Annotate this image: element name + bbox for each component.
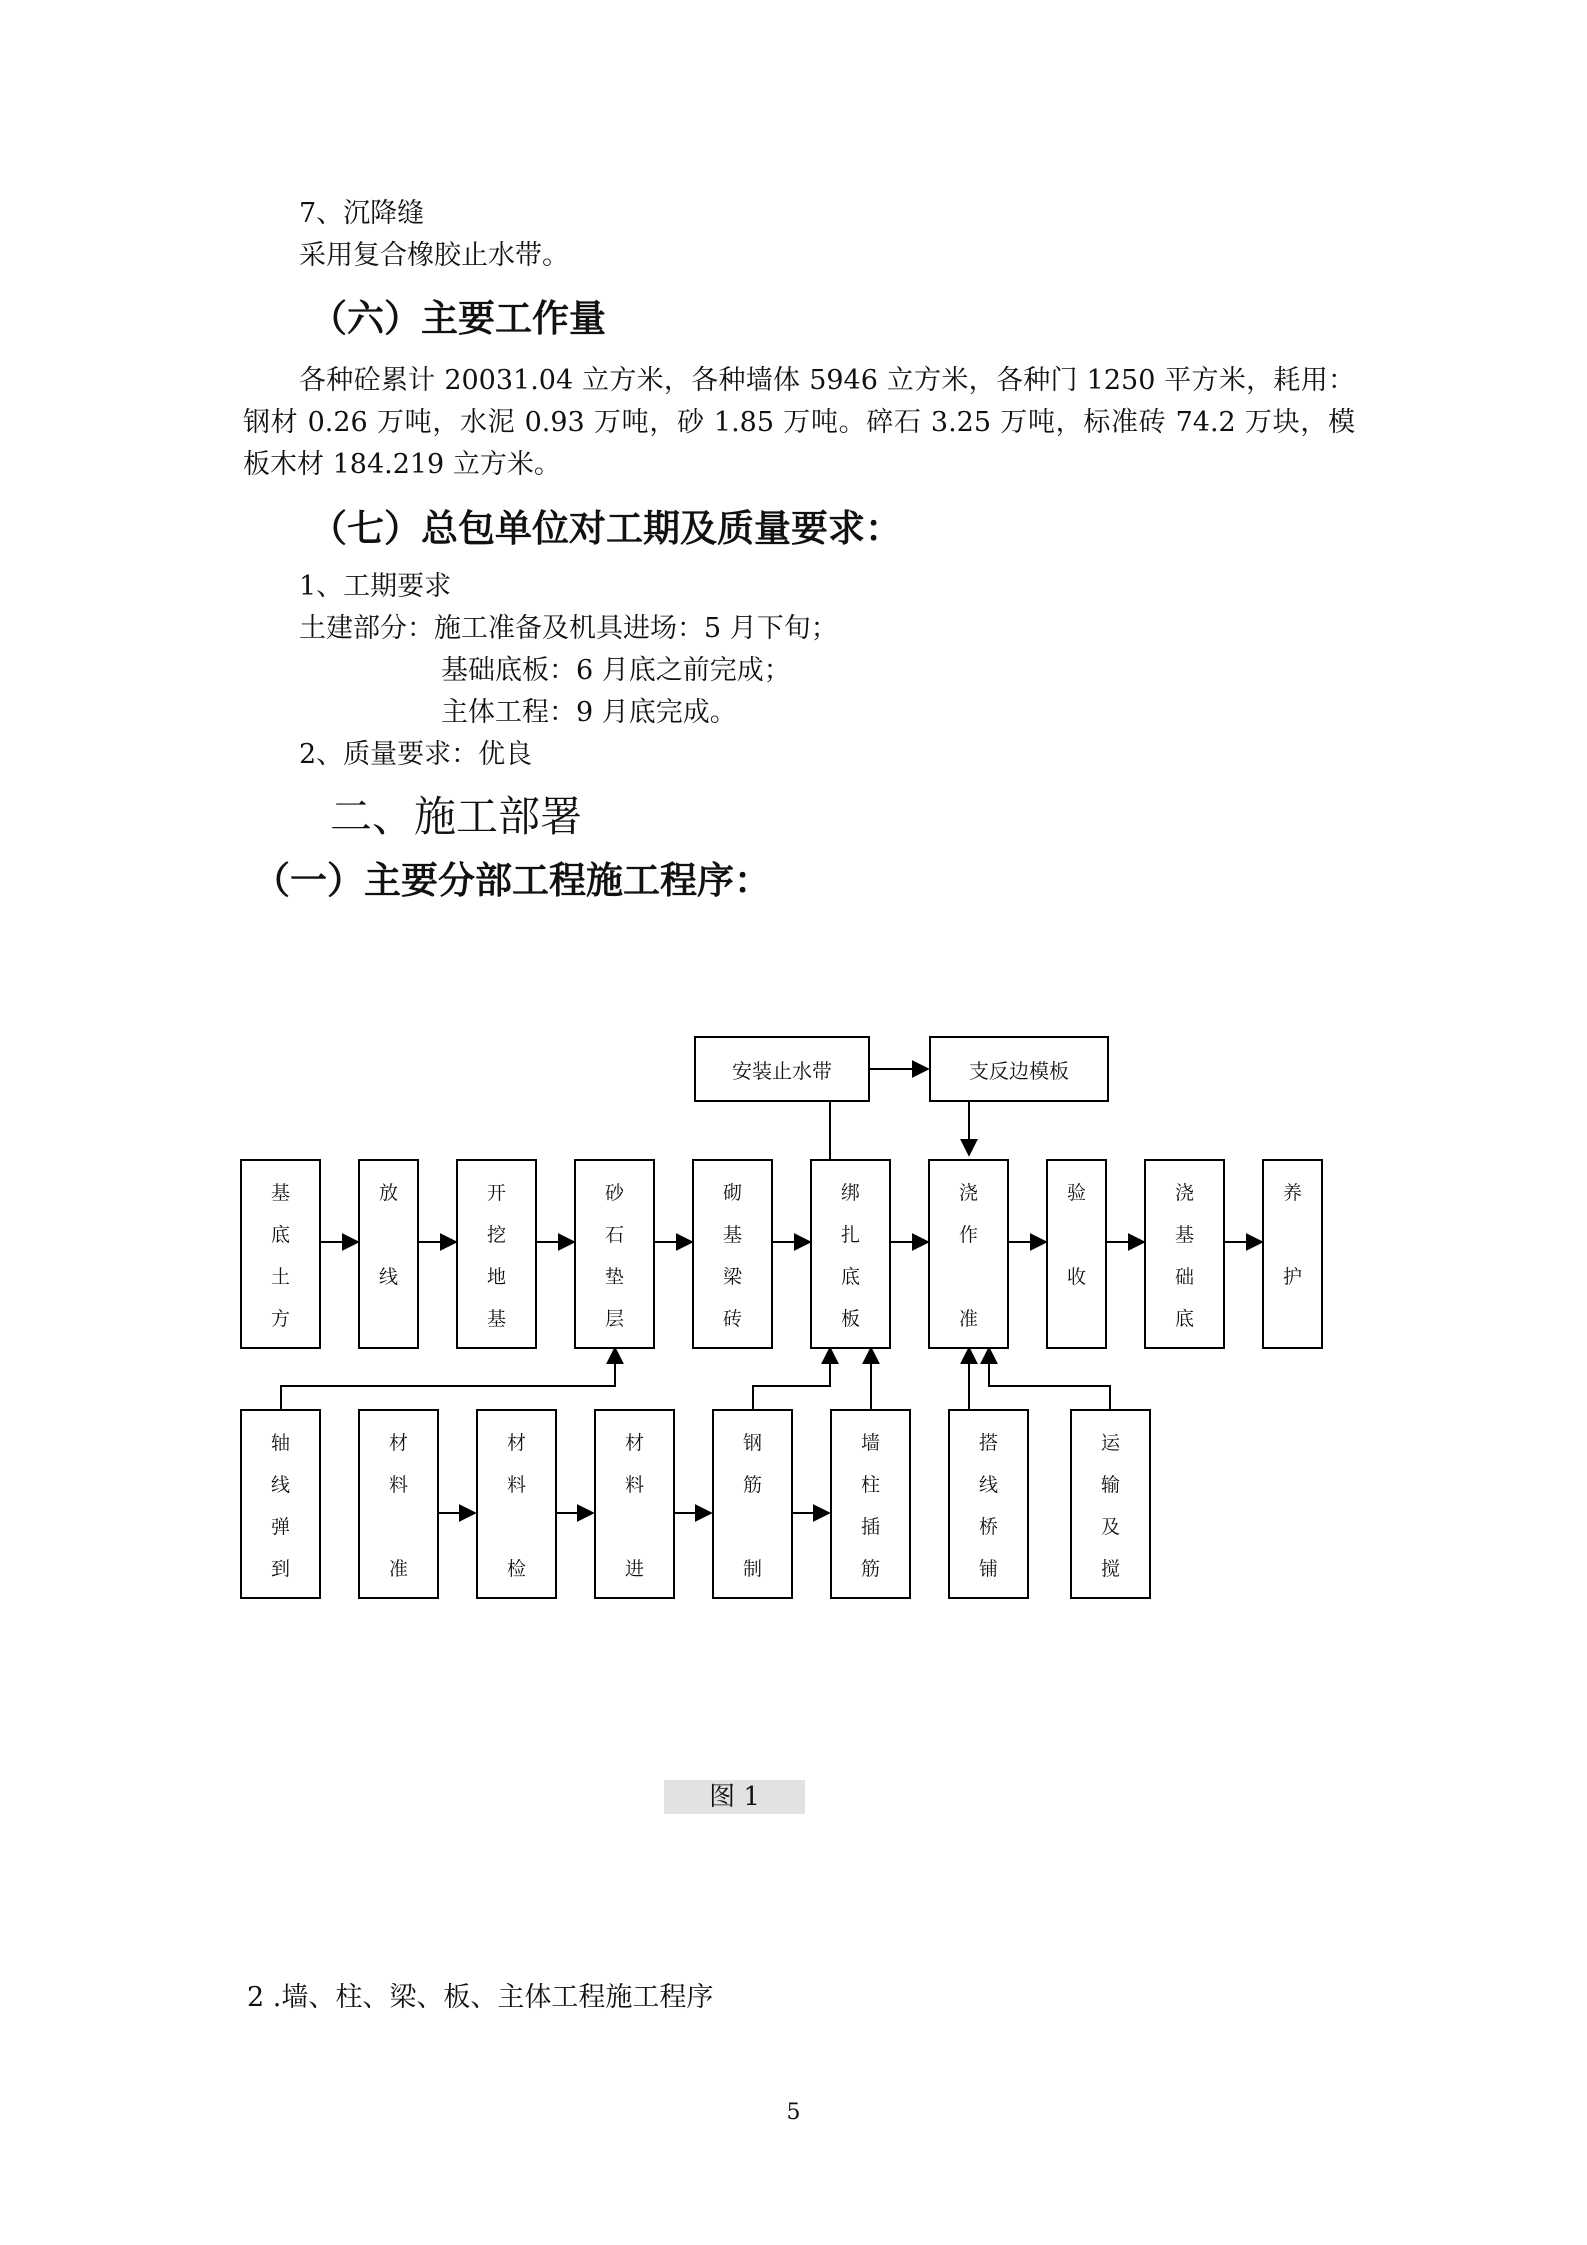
sub-axis-marking [240, 1409, 321, 1599]
char: 料 [624, 1474, 644, 1496]
char: 护 [1282, 1266, 1302, 1288]
char: 桥 [978, 1516, 998, 1538]
schedule-line-foundation: 基础底板：6 月底之前完成； [441, 655, 791, 686]
schedule-requirement-title: 1、工期要求 [299, 571, 452, 602]
item-2-heading: 2 .墙、柱、梁、板、主体工程施工程序 [247, 1982, 714, 2013]
box-formwork [929, 1036, 1109, 1102]
heading-construction-sequence: （一）主要分部工程施工程序： [253, 859, 771, 902]
char: 弹 [270, 1516, 290, 1538]
char: 作 [958, 1224, 978, 1246]
char: 石 [604, 1224, 624, 1246]
char: 材 [506, 1432, 526, 1454]
char: 轴 [270, 1432, 290, 1454]
heading-main-workload: （六）主要工作量 [310, 297, 606, 340]
char: 基 [722, 1224, 742, 1246]
sub-material-prep [358, 1409, 439, 1599]
sub-rebar-fabrication [712, 1409, 793, 1599]
char: 底 [1174, 1308, 1194, 1330]
char: 输 [1100, 1474, 1120, 1496]
char: 底 [270, 1224, 290, 1246]
step-layout [358, 1159, 419, 1349]
step-gravel-bed [574, 1159, 655, 1349]
char: 垫 [604, 1266, 624, 1288]
char: 及 [1100, 1516, 1120, 1538]
sub-transport-mixing [1070, 1409, 1151, 1599]
char: 材 [624, 1432, 644, 1454]
sub-wall-column-dowels [830, 1409, 911, 1599]
step-inspection [1046, 1159, 1107, 1349]
workload-text: 各种砼累计 20031.04 立方米，各种墙体 5946 立方米，各种门 1250 平方米，耗用：钢材 0.26 万吨，水泥 0.93 万吨，砂 1.85 万吨。碎石 3.25 万吨，标准砖 74.2 万块，模板木材 184.219 立方米。 [243, 365, 1355, 480]
char: 土 [270, 1266, 290, 1288]
char: 筋 [860, 1558, 880, 1580]
char: 放 [378, 1182, 398, 1204]
section-7-title: 7、沉降缝 [299, 198, 425, 229]
step-tie-base-slab [810, 1159, 891, 1349]
char: 板 [840, 1308, 860, 1330]
char: 层 [604, 1308, 624, 1330]
heading-construction-deployment: 二、施工部署 [330, 792, 583, 841]
section-7-body: 采用复合橡胶止水带。 [299, 240, 569, 271]
step-beam-brick [692, 1159, 773, 1349]
char: 开 [486, 1182, 506, 1204]
char: 砂 [604, 1182, 624, 1204]
char: 挖 [486, 1224, 506, 1246]
char: 扎 [840, 1224, 860, 1246]
sub-walkway-bridge [948, 1409, 1029, 1599]
char: 铺 [978, 1558, 998, 1580]
heading-schedule-quality: （七）总包单位对工期及质量要求： [310, 507, 902, 550]
sub-material-inspection [476, 1409, 557, 1599]
char: 梁 [722, 1266, 742, 1288]
char: 绑 [840, 1182, 860, 1204]
figure-caption: 图 1 [664, 1780, 805, 1814]
char: 检 [506, 1558, 526, 1580]
char: 收 [1066, 1266, 1086, 1288]
char: 砖 [722, 1308, 742, 1330]
char: 钢 [742, 1432, 762, 1454]
char: 搅 [1100, 1558, 1120, 1580]
char: 制 [742, 1558, 762, 1580]
char: 基 [486, 1308, 506, 1330]
char: 料 [506, 1474, 526, 1496]
step-curing [1262, 1159, 1323, 1349]
char: 插 [860, 1516, 880, 1538]
char: 基 [270, 1182, 290, 1204]
char: 到 [270, 1558, 290, 1580]
step-pour-prep [928, 1159, 1009, 1349]
char: 准 [388, 1558, 408, 1580]
char: 运 [1100, 1432, 1120, 1454]
char: 基 [1174, 1224, 1194, 1246]
connector-b1-to-m4 [281, 1348, 615, 1409]
char: 线 [270, 1474, 290, 1496]
char: 筋 [742, 1474, 762, 1496]
schedule-line-civil: 土建部分：施工准备及机具进场：5 月下旬； [299, 613, 838, 644]
label-install-waterstop: 安装止水带 [732, 1058, 832, 1083]
char: 础 [1174, 1266, 1194, 1288]
schedule-line-main: 主体工程：9 月底完成。 [441, 697, 737, 728]
char: 料 [388, 1474, 408, 1496]
char: 浇 [1174, 1182, 1194, 1204]
char: 墙 [860, 1432, 880, 1454]
step-base-earthwork [240, 1159, 321, 1349]
char: 方 [270, 1308, 290, 1330]
char: 进 [624, 1558, 644, 1580]
char: 地 [486, 1266, 506, 1288]
char: 线 [378, 1266, 398, 1288]
char: 搭 [978, 1432, 998, 1454]
connector-b5-to-m6 [753, 1348, 830, 1409]
step-pour-foundation [1144, 1159, 1225, 1349]
page-number: 5 [786, 2100, 801, 2125]
sub-material-entry [594, 1409, 675, 1599]
char: 砌 [722, 1182, 742, 1204]
step-excavation [456, 1159, 537, 1349]
char: 浇 [958, 1182, 978, 1204]
char: 准 [958, 1308, 978, 1330]
char: 底 [840, 1266, 860, 1288]
char: 养 [1282, 1182, 1302, 1204]
char: 线 [978, 1474, 998, 1496]
char: 材 [388, 1432, 408, 1454]
quality-requirement: 2、质量要求：优良 [299, 739, 533, 770]
char: 柱 [860, 1474, 880, 1496]
connector-b8-to-m7 [989, 1348, 1110, 1409]
label-formwork: 支反边模板 [969, 1058, 1069, 1083]
char: 验 [1066, 1182, 1086, 1204]
box-install-waterstop [694, 1036, 870, 1102]
